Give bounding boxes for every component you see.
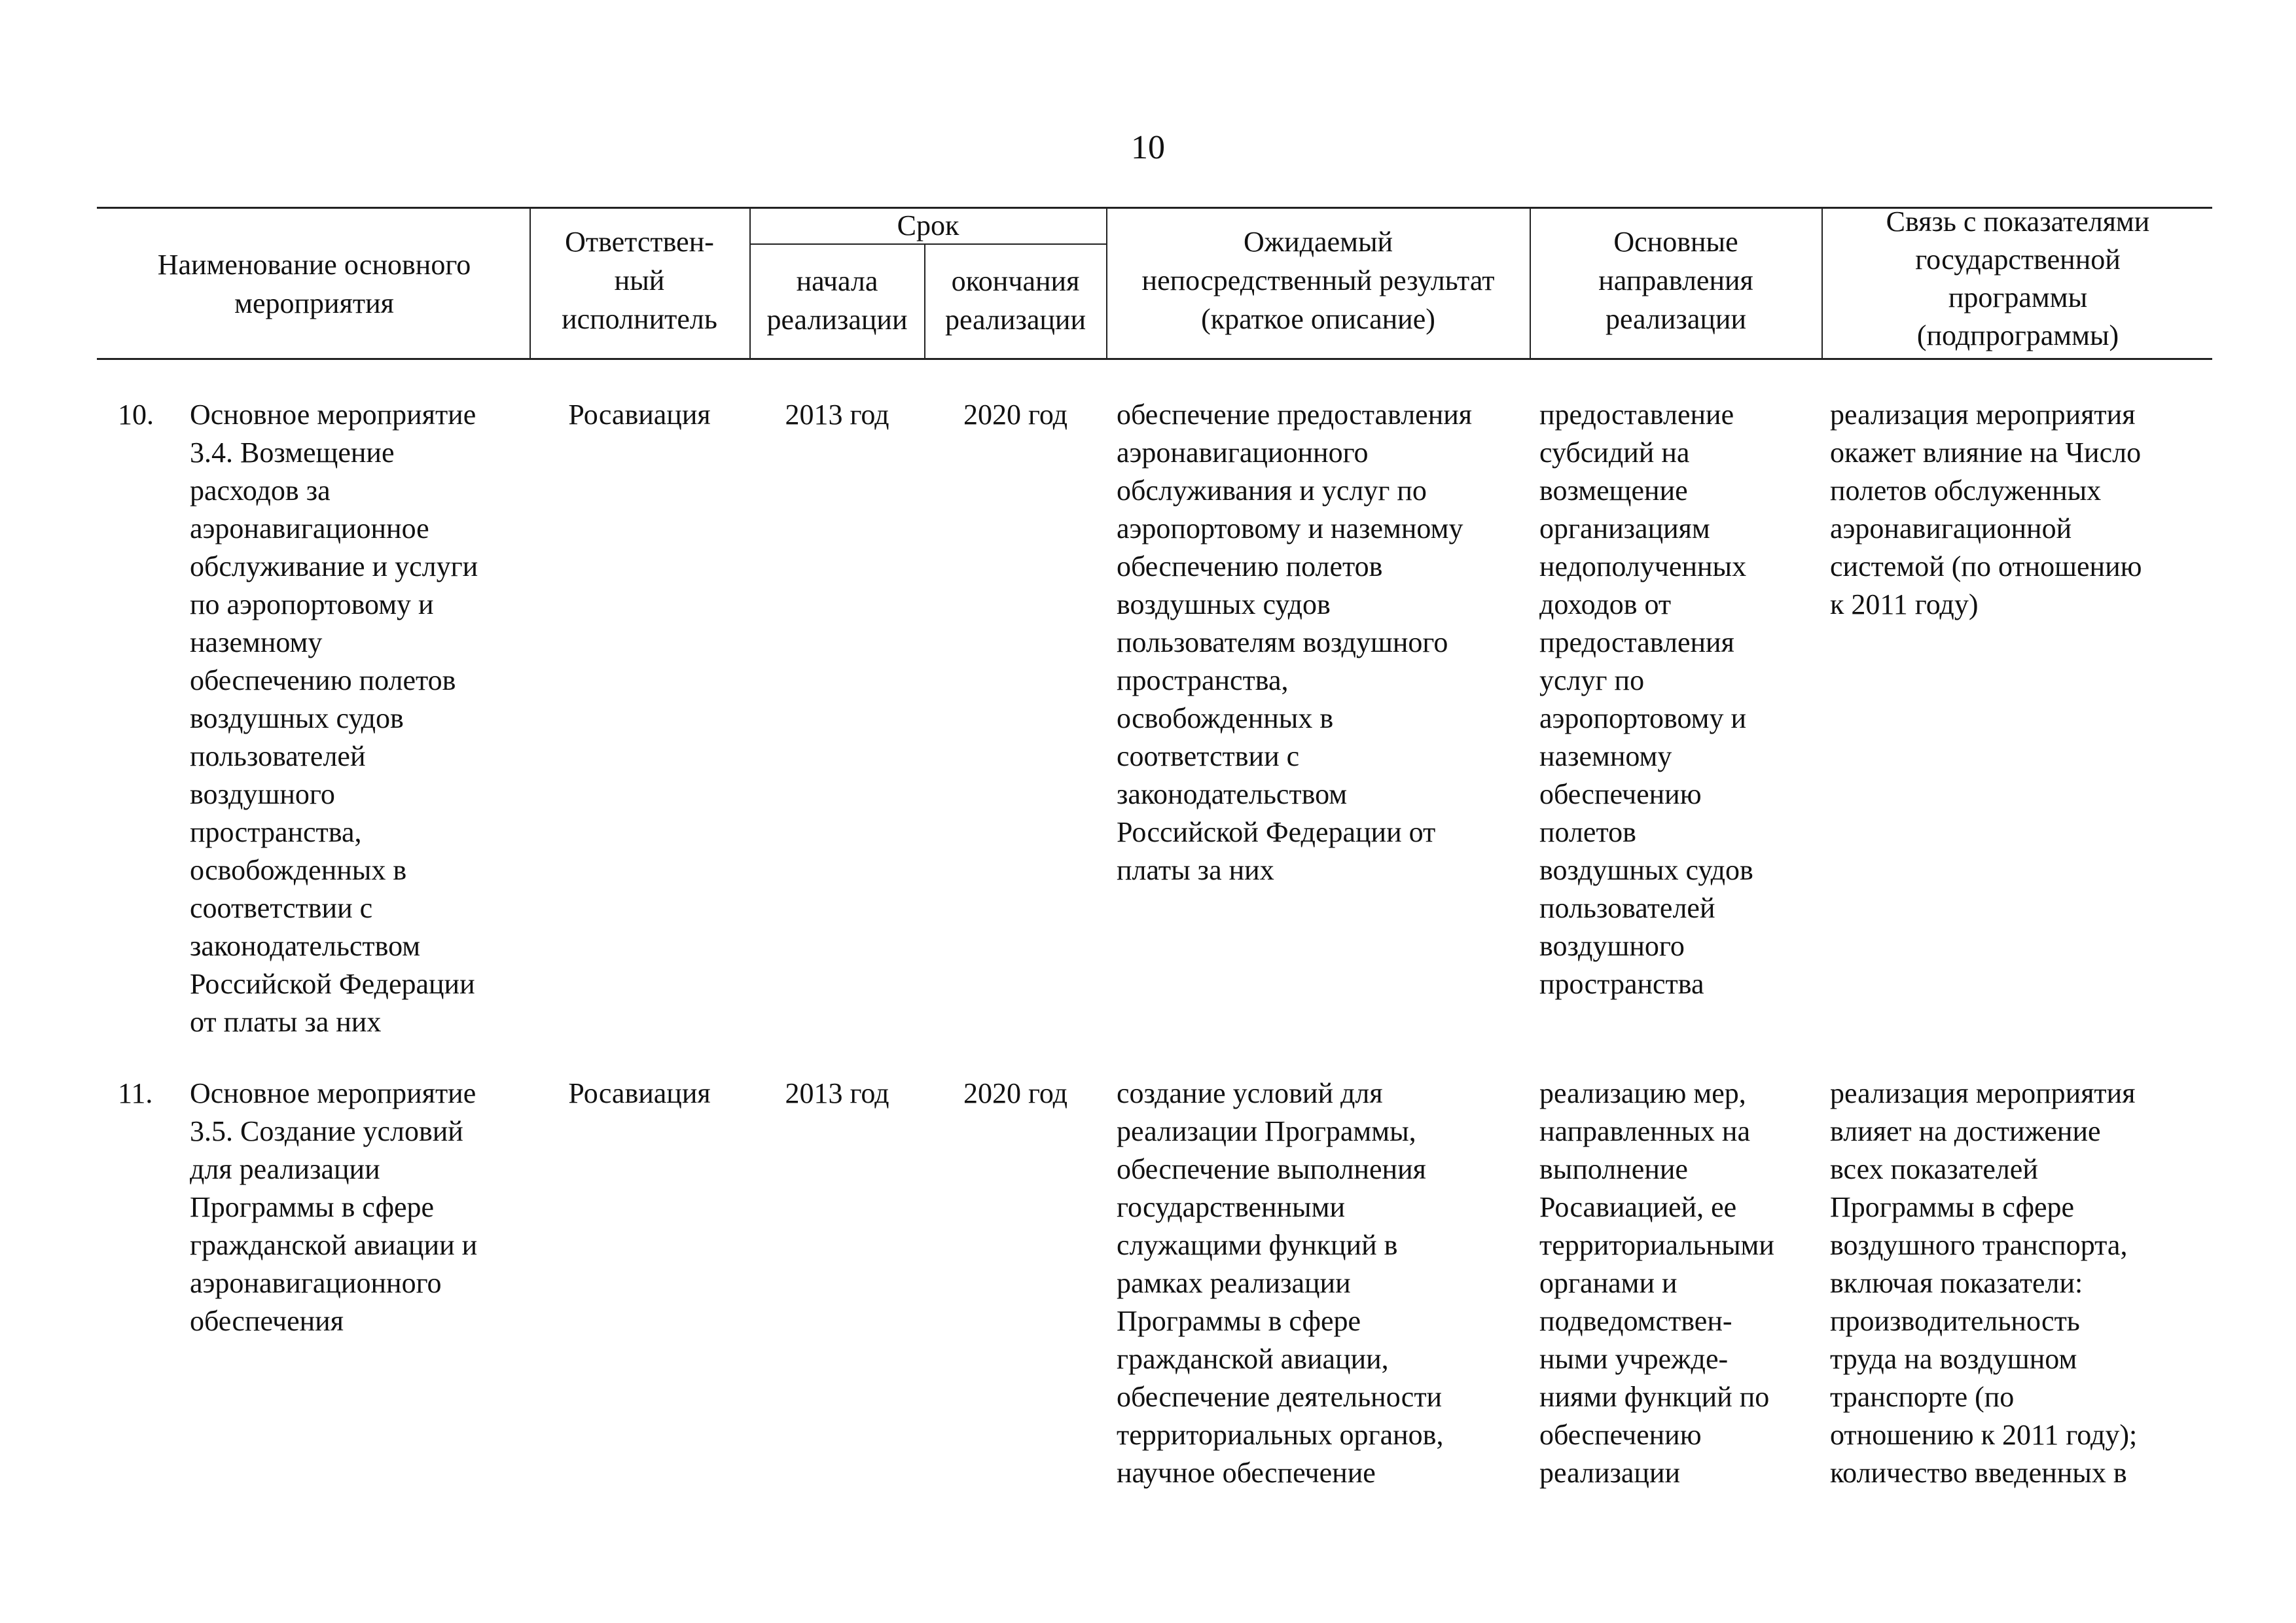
row-end: 2020 год — [963, 1077, 1068, 1109]
row-number: 11. — [118, 1077, 153, 1109]
column-separator — [749, 208, 751, 360]
row-start: 2013 год — [785, 1077, 889, 1109]
row-start: 2013 год — [785, 399, 889, 431]
header-result: Ожидаемый непосредственный результат (краткое описание) — [1141, 226, 1495, 335]
row-link: реализация мероприятия влияет на достижение всех показателей Программы в сфере воздушного транспорта, включая показатели: производительность труда на воздушном транспорте (по отношению к 2011 году); количество введенных в — [1830, 1077, 2138, 1489]
header-link: Связь с показателями государственной программы (подпрограммы) — [1886, 205, 2150, 351]
row-result: обеспечение предоставления аэронавигационного обслуживания и услуг по аэропортовому и наземному обеспечению полетов воздушных судов пользователям воздушного пространства, освобожденных в соответствии с законодательством Российской Федерации от платы за них — [1117, 399, 1473, 886]
header-term: Срок — [897, 209, 960, 241]
header-directions: Основные направления реализации — [1598, 226, 1753, 335]
row-name: Основное мероприятие 3.5. Создание условий для реализации Программы в сфере гражданской авиации и аэронавигационного обеспечения — [190, 1077, 478, 1337]
row-name: Основное мероприятие 3.4. Возмещение расходов за аэронавигационное обслуживание и услуги по аэропортовому и наземному обеспечению полетов воздушных судов пользователей воздушного пространства, освобожденных в соответствии с законодательством Российской Федерации от платы за них — [190, 399, 478, 1038]
column-separator — [1106, 208, 1107, 360]
row-executor: Росавиация — [568, 399, 711, 431]
row-result: создание условий для реализации Программы, обеспечение выполнения государственными служащими функций в рамках реализации Программы в сфере гражданской авиации, обеспечение деятельности территориальных органов, научное обеспечение — [1117, 1077, 1444, 1489]
column-separator — [924, 243, 925, 360]
row-directions: реализацию мер, направленных на выполнение Росавиацией, ее территориальными органами и подведомствен- ными учрежде- ниями функций по обеспечению реализации — [1539, 1077, 1774, 1489]
row-executor: Росавиация — [568, 1077, 711, 1109]
header-end: окончания реализации — [944, 265, 1086, 336]
row-number: 10. — [118, 399, 154, 431]
row-directions: предоставление субсидий на возмещение организациям недополученных доходов от предоставления услуг по аэропортовому и наземному обеспечению полетов воздушных судов пользователей воздушного пространства — [1539, 399, 1753, 1000]
column-separator — [1530, 208, 1531, 360]
page-number: 10 — [1131, 129, 1165, 166]
header-executor: Ответствен- ный исполнитель — [562, 226, 717, 335]
header-name: Наименование основного мероприятия — [157, 249, 471, 319]
column-separator — [529, 208, 531, 360]
column-separator — [1821, 208, 1823, 360]
table-header-bottom-rule — [97, 358, 2212, 360]
row-end: 2020 год — [963, 399, 1068, 431]
header-start: начала реализации — [766, 265, 908, 336]
row-link: реализация мероприятия окажет влияние на Число полетов обслуженных аэронавигационной системой (по отношению к 2011 году) — [1830, 399, 2142, 620]
